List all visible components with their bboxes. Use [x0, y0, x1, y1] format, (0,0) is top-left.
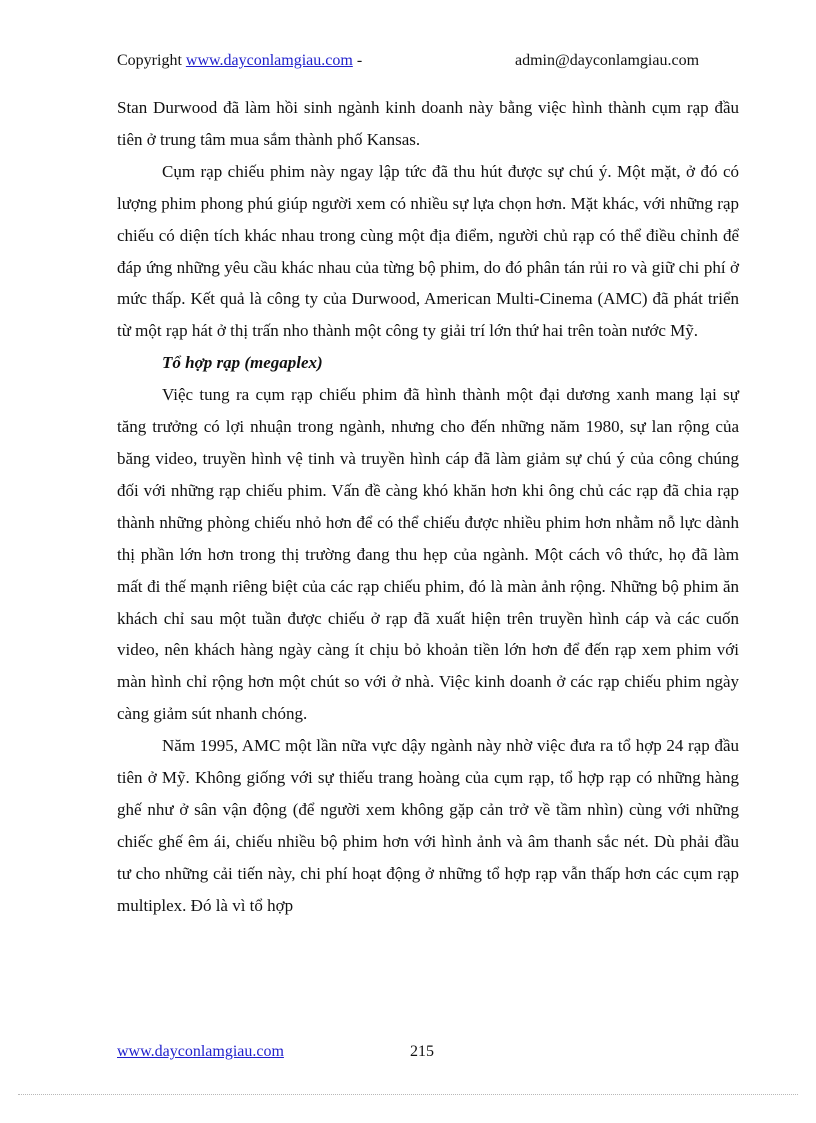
body-text [117, 92, 739, 922]
paragraph-4: Năm 1995, AMC một lần nữa vực dậy ngành này nhờ việc đưa ra tổ hợp 24 rạp đầu tiên ở Mỹ. Không giống với sự thiếu trang hoàng của cụm rạp, tổ hợp rạp có những hàng ghế như ở sân vận động (để người xem không gặp cản trở về tầm nhìn) cùng với những chiếc ghế êm ái, chiếu nhiều bộ phim hơn với hình ảnh và âm thanh sắc nét. Dù phải đầu tư cho những cải tiến này, chi phí hoạt động ở những tổ hợp rạp vẫn thấp hơn các cụm rạp multiplex. Đó là vì tổ hợp [117, 736, 739, 915]
copyright-label: Copyright [117, 52, 182, 69]
paragraph-1: Stan Durwood đã làm hồi sinh ngành kinh doanh này bằng việc hình thành cụm rạp đầu tiên ở trung tâm mua sắm thành phố Kansas. [117, 98, 739, 149]
footer-site-link[interactable]: www.dayconlamgiau.com [117, 1043, 284, 1060]
header-site-link[interactable]: www.dayconlamgiau.com [185, 52, 353, 69]
header-email: admin@dayconlamgiau.com [515, 52, 700, 69]
page-header [117, 50, 737, 72]
bottom-divider [18, 1094, 798, 1095]
section-subheading: Tổ hợp rạp (megaplex) [162, 353, 323, 373]
paragraph-2: Cụm rạp chiếu phim này ngay lập tức đã thu hút được sự chú ý. Một mặt, ở đó có lượng phim phong phú giúp người xem có nhiều sự lựa chọn hơn. Mặt khác, với những rạp chiếu có diện tích khác nhau trong cùng một địa điểm, người chủ rạp có thể điều chỉnh để đáp ứng những yêu cầu khác nhau của từng bộ phim, do đó phân tán rủi ro và giữ chi phí ở mức thấp. Kết quả là công ty của Durwood, American Multi-Cinema (AMC) đã phát triển từ một rạp hát ở thị trấn nho thành một công ty giải trí lớn thứ hai trên toàn nước Mỹ. [117, 161, 739, 341]
paragraph-3: Việc tung ra cụm rạp chiếu phim đã hình thành một đại dương xanh mang lại sự tăng trưởng có lợi nhuận trong ngành, nhưng cho đến những năm 1980, sự lan rộng của băng video, truyền hình vệ tinh và truyền hình cáp đã làm giảm sự chú ý của công chúng đối với những rạp chiếu phim. Vấn đề càng khó khăn hơn khi ông chủ các rạp đã chia rạp thành những phòng chiếu nhỏ hơn để có thể chiếu được nhiều phim hơn nhằm nỗ lực dành thị phần lớn hơn trong thị trường đang thu hẹp của ngành. Một cách vô thức, họ đã làm mất đi thế mạnh riêng biệt của các rạp chiếu phim, đó là màn ảnh rộng. Những bộ phim ăn khách chỉ sau một tuần được chiếu ở rạp đã xuất hiện trên truyền hình cáp và các cuốn video, nên khách hàng ngày càng ít chịu bỏ khoản tiền lớn hơn để đến rạp xem phim với màn hình chỉ rộng hơn một chút so với ở nhà. Việc kinh doanh ở các rạp chiếu phim ngày càng giảm sút nhanh chóng. [117, 385, 739, 724]
page-footer [117, 1040, 737, 1064]
header-copyright [117, 50, 362, 72]
page-number: 215 [410, 1043, 434, 1060]
header-separator: - [356, 52, 363, 69]
